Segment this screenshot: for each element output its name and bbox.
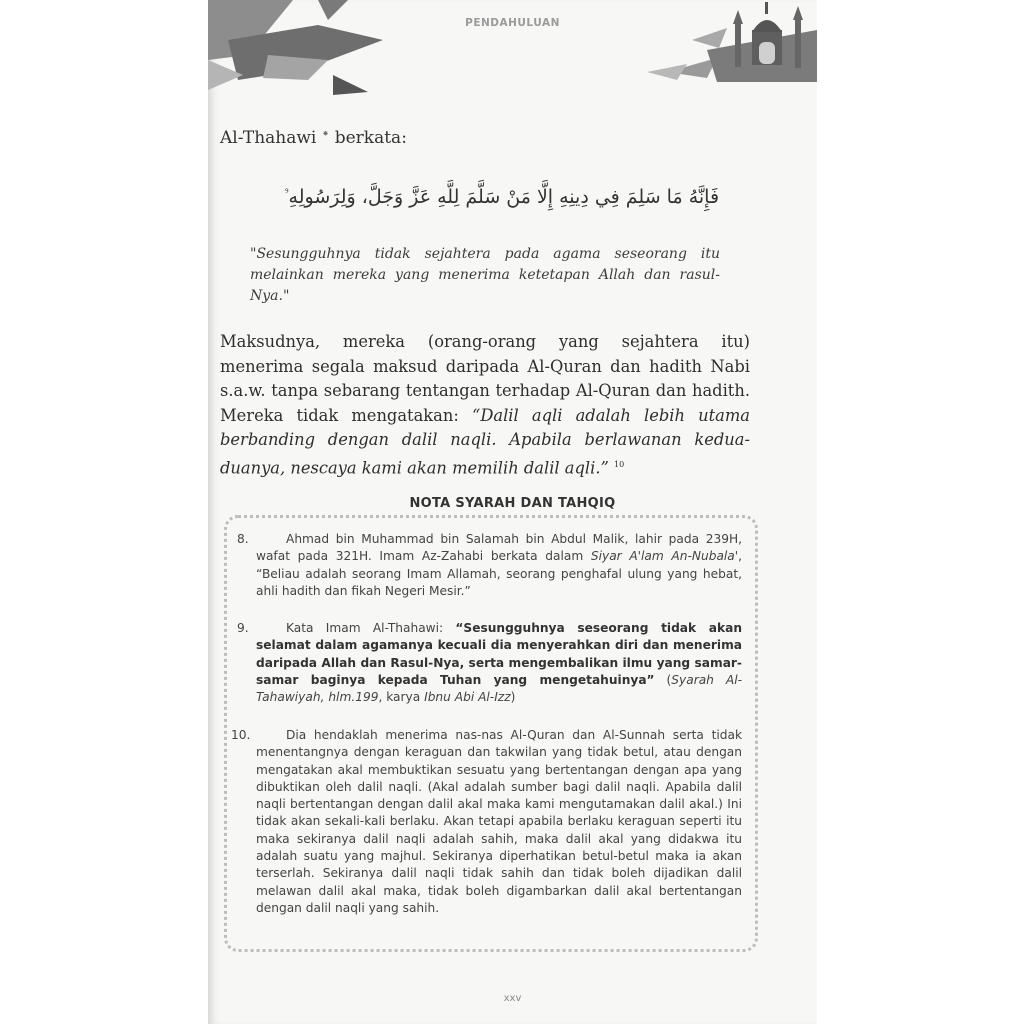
arabic-footnote-mark: ⁹	[284, 188, 289, 199]
speaker-verb: berkata:	[329, 128, 407, 148]
note-quote: “Sesungguhnya seseorang tidak akan selamat dalam agamanya kecuali dia menyerahkan diri dan menerima daripada Allah dan Rasul-Nya, serta mengembalikan ilmu yang samar-samar baginya kepada Tuhan yang mengetahuinya”	[256, 621, 742, 687]
arabic-text: فَإِنَّهُ مَا سَلِمَ فِي دِينِهِ إِلَّا مَنْ سَلَّمَ لِلَّهِ عَزَّ وَجَلَّ، وَلِرَسُولِهِ	[288, 186, 720, 208]
page-margin-right	[817, 0, 1024, 1024]
note-9	[237, 620, 742, 706]
speaker-name: Al-Thahawi	[220, 128, 317, 148]
notes-title: NOTA SYARAH DAN TAHQIQ	[409, 496, 616, 511]
note-text: Dia hendaklah menerima nas-nas Al-Quran dan Al-Sunnah serta tidak menentangnya dengan keraguan dan takwilan yang tidak betul, atau dengan mengatakan akal membuktikan sesuatu yang bertentangan dengan apa yang dibuktikan oleh dalil naqli. (Akal adalah sumber bagi dalil naqli. Apabila dalil naqli bertentangan dengan dalil akal maka kami mengutamakan dalil akal.) Ini tidak akan sekali-kali berlaku. Akan tetapi apabila berlaku keraguan seperti itu maka sekiranya dalil naqli adalah sahih, maka dalil akal yang didakwa itu adalah suatu yang majhul. Sekiranya diperhatikan betul-betul maka ia akan terserlah. Sekiranya dalil naqli tidak sahih dan tidak boleh dijadikan dalil melawan dalil akal maka, tidak boleh digambarkan dalil akal bertentangan dengan dalil naqli yang sahih.	[256, 728, 742, 915]
note-text: )	[510, 690, 516, 705]
speaker-line	[220, 128, 407, 148]
geometric-ornament-left	[208, 0, 398, 100]
note-number: 9.	[237, 621, 249, 635]
note-number: 10.	[231, 728, 251, 742]
running-head: PENDAHULUAN	[465, 17, 560, 29]
note-number: 8.	[237, 532, 249, 546]
note-text: Kata Imam Al-Thahawi:	[286, 621, 456, 635]
footnote-ref: 10	[614, 459, 625, 469]
body-paragraph	[220, 330, 750, 480]
note-text: , karya	[378, 690, 425, 705]
honorific-mark: ⁕	[321, 129, 330, 140]
note-author: Ibnu Abi Al-Izz	[424, 690, 511, 705]
note-citation: Siyar A'lam An-Nubala'	[590, 549, 739, 564]
note-10	[231, 727, 742, 917]
body-italic-quote: “Dalil aqli adalah lebih utama berbanding dengan dalil naqli. Apabila berlawanan kedua-duanya, nescaya kami akan memilih dalil aqli.”	[220, 405, 750, 477]
note-text: (	[654, 672, 672, 687]
note-citation: Syarah Al-Tahawiyah, hlm.199	[256, 672, 742, 705]
book-page	[208, 0, 817, 1024]
body-text: Maksudnya, mereka (orang-orang yang sejahtera itu) menerima segala maksud daripada Al-Quran dan hadith Nabi s.a.w. tanpa sebarang tentangan terhadap Al-Quran dan hadith. Mereka tidak mengatakan:	[220, 332, 750, 425]
note-8	[237, 531, 742, 600]
arabic-quote	[258, 186, 746, 208]
quote-translation: "Sesungguhnya tidak sejahtera pada agama seseorang itu melainkan mereka yang menerima ketetapan Allah dan rasul-Nya."	[250, 246, 720, 304]
page-number: xxv	[503, 993, 522, 1004]
note-text: Ahmad bin Muhammad bin Salamah bin Abdul Malik, lahir pada 239H, wafat pada 321H. Imam Az-Zahabi berkata dalam	[256, 532, 742, 564]
mosque-ornament-right	[647, 0, 817, 100]
note-text: , “Beliau adalah seorang Imam Allamah, seorang penghafal ulung yang hebat, ahli hadith dan fikah Negeri Mesir.”	[256, 549, 742, 598]
